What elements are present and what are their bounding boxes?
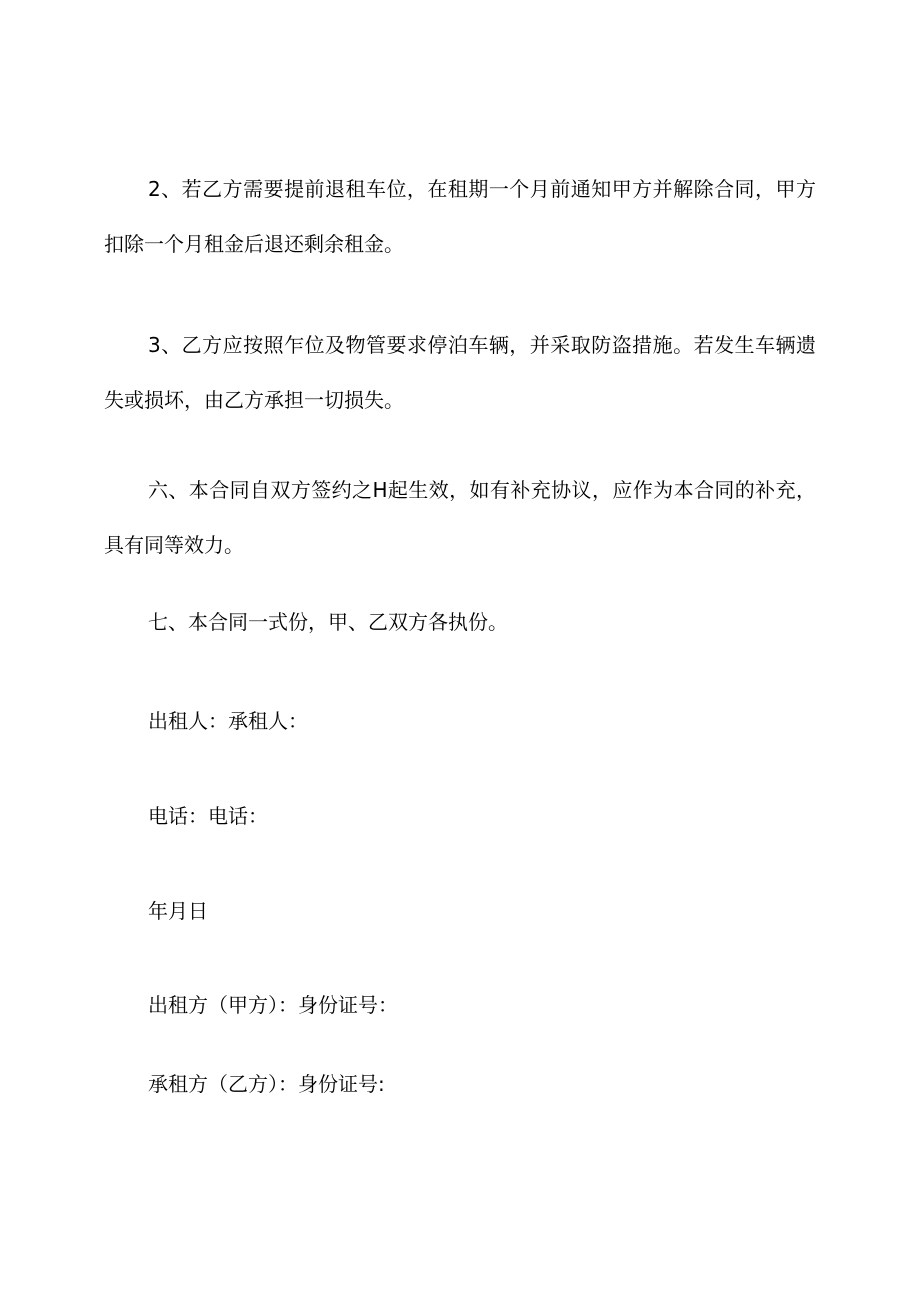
- signature-parties-line: 出租人：承租人：: [148, 709, 308, 733]
- clause-seven-copies: 七、本合同一式份，甲、乙双方各执份。: [148, 610, 508, 634]
- lessee-id-line: 承租方（乙方）：身份证号:: [148, 1072, 385, 1096]
- lessor-id-line: 出租方（甲方）：身份证号：: [148, 993, 398, 1017]
- date-line: 年月日: [148, 899, 208, 923]
- phone-line: 电话：电话：: [148, 804, 268, 828]
- clause-3-parking-rules: 3、乙方应按照乍位及物管要求停泊车辆，并采取防盗措施。若发生车辆遗失或损坏，由乙方承担一切损失。: [104, 333, 816, 412]
- clause-six-effectiveness: 六、本合同自双方签约之H起生效，如有补充协议，应作为本合同的补充，具有同等效力。: [104, 478, 816, 557]
- clause-2-early-termination: 2、若乙方需要提前退租车位，在租期一个月前通知甲方并解除合同，甲方扣除一个月租金后退还剩余租金。: [104, 177, 816, 256]
